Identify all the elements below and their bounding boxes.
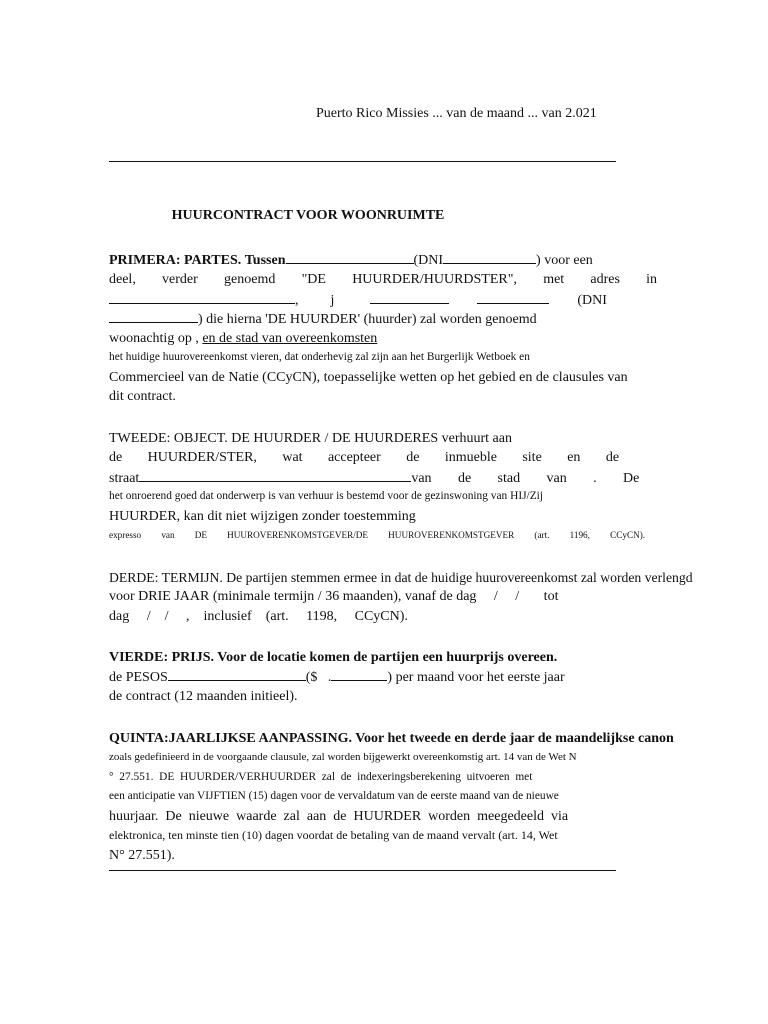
blank-field[interactable] xyxy=(139,468,411,482)
tweede-line-2: de HUURDER/STER, wat accepteer de inmueble site en de xyxy=(109,450,620,465)
primera-line-4: ) die hierna 'DE HUURDER' (huurder) zal worden genoemd xyxy=(109,309,660,329)
derde-line-2: voor DRIE JAAR (minimale termijn / 36 maanden), vanaf de dag / / tot xyxy=(109,589,559,604)
vierde-line-1: VIERDE: PRIJS. Voor de locatie komen de partijen een huurprijs overeen. xyxy=(109,650,558,665)
quinta-line-1: QUINTA:JAARLIJKSE AANPASSING. Voor het tweede en derde jaar de maandelijkse canon xyxy=(109,731,674,746)
blank-field[interactable] xyxy=(168,667,306,681)
blank-field[interactable] xyxy=(331,667,387,681)
blank-field[interactable] xyxy=(109,290,295,304)
quinta-line-7: N° 27.551). xyxy=(109,848,175,863)
quinta-line-4: een anticipatie van VIJFTIEN (15) dagen voor de vervaldatum van de eerste maand van de nieuwe xyxy=(109,790,559,802)
tweede-line-1: TWEEDE: OBJECT. DE HUURDER / DE HUURDERES verhuurt aan xyxy=(109,431,512,446)
tweede-line-4: het onroerend goed dat onderwerp is van verhuur is bestemd voor de gezinswoning van HIJ/Zij xyxy=(109,490,543,502)
vierde-line-2: de PESOS ($ . ) per maand voor het eerste jaar xyxy=(109,667,660,687)
derde-line-1: DERDE: TERMIJN. De partijen stemmen ermee in dat de huidige huurovereenkomst zal worden verlengd xyxy=(109,570,693,585)
blank-field[interactable] xyxy=(370,290,449,304)
document-title: HUURCONTRACT VOOR WOONRUIMTE xyxy=(171,208,445,223)
blank-field[interactable] xyxy=(443,250,536,264)
quinta-line-5: huurjaar. De nieuwe waarde zal aan de HUURDER worden meegedeeld via xyxy=(109,809,569,824)
tweede-line-3: straat van de stad van . De xyxy=(109,468,660,488)
primera-line-3: , j (DNI xyxy=(109,290,660,310)
primera-line-5: woonachtig op , en de stad van overeenkomsten xyxy=(109,331,378,346)
primera-line-1: PRIMERA: PARTES. Tussen (DNI ) voor een xyxy=(109,250,660,270)
primera-line-6: het huidige huurovereenkomst vieren, dat onderhevig zal zijn aan het Burgerlijk Wetboek en xyxy=(109,351,530,363)
primera-heading: PRIMERA: PARTES. xyxy=(109,253,242,268)
quinta-line-6: elektronica, ten minste tien (10) dagen voordat de betaling van de maand vervalt (art. 14, Wet xyxy=(109,828,558,842)
blank-field[interactable] xyxy=(477,290,549,304)
header-rule xyxy=(109,161,616,162)
date-line: Puerto Rico Missies ... van de maand ... van 2.021 xyxy=(316,106,597,121)
footer-rule xyxy=(109,870,616,871)
quinta-line-2: zoals gedefinieerd in de voorgaande clausule, zal worden bijgewerkt overeenkomstig art. 14 van de Wet N xyxy=(109,751,577,763)
derde-line-3: dag / / , inclusief (art. 1198, CCyCN). xyxy=(109,609,408,624)
quinta-line-3: ° 27.551. DE HUURDER/VERHUURDER zal de indexeringsberekening uitvoeren met xyxy=(109,771,533,783)
blank-field[interactable] xyxy=(109,309,198,323)
primera-line-8: dit contract. xyxy=(109,389,176,404)
vierde-line-3: de contract (12 maanden initieel). xyxy=(109,689,298,704)
blank-field[interactable] xyxy=(286,250,414,264)
primera-line-7: Commercieel van de Natie (CCyCN), toepasselijke wetten op het gebied en de clausules van xyxy=(109,370,628,385)
tweede-line-5: HUURDER, kan dit niet wijzigen zonder toestemming xyxy=(109,509,416,524)
tweede-line-6: expresso van DE HUUROVERENKOMSTGEVER/DE HUUROVERENKOMSTGEVER (art. 1196, CCyCN). xyxy=(109,530,646,540)
primera-line-2: deel, verder genoemd "DE HUURDER/HUURDSTER", met adres in xyxy=(109,272,658,287)
